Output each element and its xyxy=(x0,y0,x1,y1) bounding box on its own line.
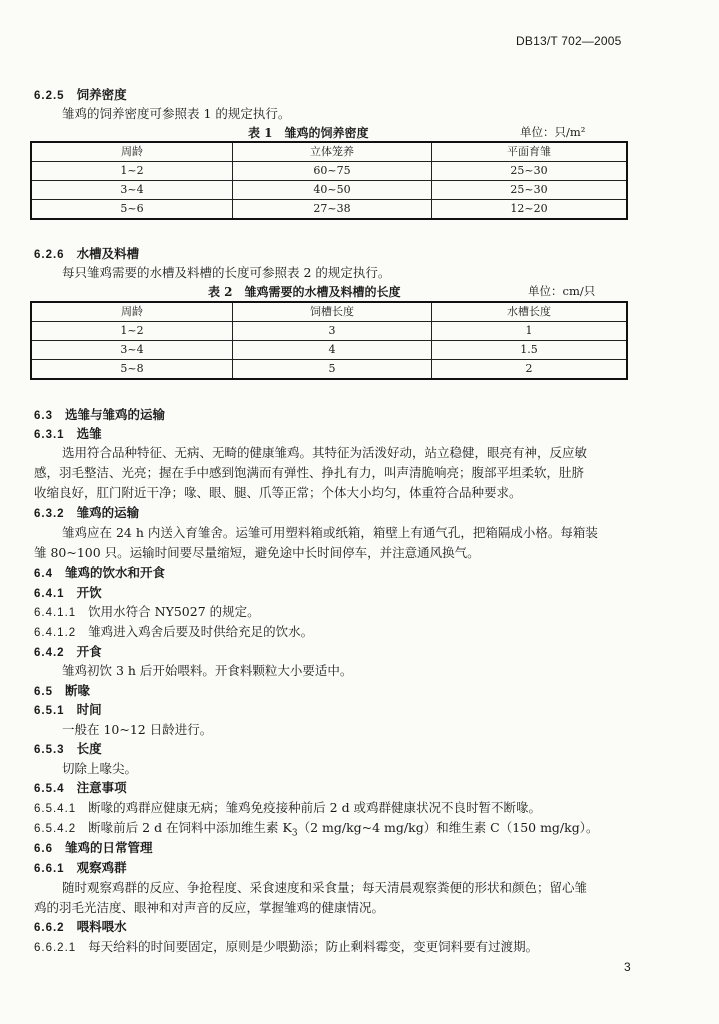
table-row xyxy=(31,162,627,181)
clause: 6.5.4.2 断喙前后 2 d 在饲料中添加维生素 $K_3(2$ mg/kg~4 mg/kg）和维生素 C（150 mg/kg）。 xyxy=(34,820,599,839)
table-cell: 27~38 xyxy=(233,200,432,220)
table-row xyxy=(31,181,627,200)
section-heading: 6.5.4 注意事项 xyxy=(34,780,127,795)
table1-unit: 单位：只/m² xyxy=(520,125,586,139)
document-code: DB13/T 702—2005 xyxy=(516,34,622,48)
table-cell: 3~4 xyxy=(31,181,233,200)
section-heading: 6.2.6 水槽及料槽 xyxy=(34,246,140,261)
table-header-row xyxy=(31,302,627,322)
section-heading: 6.3 选雏与雏鸡的运输 xyxy=(34,407,166,422)
clause: 6.4.1.2 雏鸡进入鸡舍后要及时供给充足的饮水。 xyxy=(34,624,314,639)
paragraph: 每只雏鸡需要的水槽及料槽的长度可参照表 2 的规定执行。 xyxy=(62,265,391,280)
clause: 6.5.4.1 断喙的鸡群应健康无病；雏鸡免疫接种前后 2 d 或鸡群健康状况不良时暂不断喙。 xyxy=(34,800,542,815)
table2-unit: 单位：cm/只 xyxy=(528,284,596,298)
section-heading: 6.6.2 喂料喂水 xyxy=(34,919,127,934)
table-cell: 25~30 xyxy=(432,181,628,200)
table-row xyxy=(31,360,627,380)
paragraph-line: 雏 80~100 只。运输时间要尽量缩短，避免途中长时间停车，并注意通风换气。 xyxy=(34,545,480,560)
table-header-cell: 饲槽长度 xyxy=(233,302,432,322)
paragraph-line: 收缩良好，肛门附近干净；喙、眼、腿、爪等正常；个体大小均匀，体重符合品种要求。 xyxy=(34,485,522,500)
paragraph-line: 感，羽毛整洁、光亮；握在手中感到饱满而有弹性、挣扎有力，叫声清脆响亮；腹部平坦柔软，肚脐 xyxy=(34,465,585,480)
table-cell: 5~8 xyxy=(31,360,233,380)
table2 xyxy=(30,301,628,380)
table-cell: 1~2 xyxy=(31,322,233,341)
section-heading: 6.5 断喙 xyxy=(34,683,91,698)
table-header-row xyxy=(31,142,627,162)
section-heading: 6.4 雏鸡的饮水和开食 xyxy=(34,565,166,580)
table-header-cell: 立体笼养 xyxy=(233,142,432,162)
table-header-cell: 平面育雏 xyxy=(432,142,628,162)
table-cell: 1 xyxy=(432,322,628,341)
table2-caption: 表 2 雏鸡需要的水槽及料槽的长度 xyxy=(208,285,401,299)
table1 xyxy=(30,141,628,220)
table-cell: 40~50 xyxy=(233,181,432,200)
table-cell: 5 xyxy=(233,360,432,380)
clause: 6.6.2.1 每天给料的时间要固定，原则是少喂勤添；防止剩料霉变，变更饲料要有过渡期。 xyxy=(34,939,539,954)
section-heading: 6.4.2 开食 xyxy=(34,644,102,659)
section-heading: 6.3.1 选雏 xyxy=(34,426,102,441)
table-cell: 2 xyxy=(432,360,628,380)
page-number: 3 xyxy=(624,960,631,974)
table-row xyxy=(31,341,627,360)
table-header-cell: 周龄 xyxy=(31,302,233,322)
table-cell: 25~30 xyxy=(432,162,628,181)
section-heading: 6.6.1 观察鸡群 xyxy=(34,860,127,875)
paragraph: 雏鸡的饲养密度可参照表 1 的规定执行。 xyxy=(62,106,291,121)
section-heading: 6.2.5 饲养密度 xyxy=(34,87,127,102)
table-cell: 1.5 xyxy=(432,341,628,360)
table-cell: 4 xyxy=(233,341,432,360)
table-cell: 3~4 xyxy=(31,341,233,360)
paragraph-line: 选用符合品种特征、无病、无畸的健康雏鸡。其特征为活泼好动，站立稳健，眼亮有神，反应敏 xyxy=(62,445,588,460)
section-heading: 6.5.3 长度 xyxy=(34,741,102,756)
paragraph: 一般在 10~12 日龄进行。 xyxy=(62,722,213,737)
table-row xyxy=(31,200,627,220)
paragraph: 切除上喙尖。 xyxy=(62,761,138,776)
table-cell: 3 xyxy=(233,322,432,341)
table-cell: 1~2 xyxy=(31,162,233,181)
paragraph-line: 随时观察鸡群的反应、争抢程度、采食速度和采食量；每天清晨观察粪便的形状和颜色；留心雏 xyxy=(62,880,588,895)
table-header-cell: 周龄 xyxy=(31,142,233,162)
table1-caption: 表 1 雏鸡的饲养密度 xyxy=(248,126,369,140)
table-cell: 5~6 xyxy=(31,200,233,220)
table-cell: 12~20 xyxy=(432,200,628,220)
section-heading: 6.6 雏鸡的日常管理 xyxy=(34,840,153,855)
clause: 6.4.1.1 饮用水符合 NY5027 的规定。 xyxy=(34,604,260,619)
section-heading: 6.5.1 时间 xyxy=(34,702,102,717)
table-header-cell: 水槽长度 xyxy=(432,302,628,322)
section-heading: 6.3.2 雏鸡的运输 xyxy=(34,505,140,520)
table-cell: 60~75 xyxy=(233,162,432,181)
paragraph-line: 雏鸡应在 24 h 内送入育雏舍。运雏可用塑料箱或纸箱，箱壁上有通气孔，把箱隔成小格。每箱装 xyxy=(62,525,598,540)
paragraph: 雏鸡初饮 3 h 后开始喂料。开食料颗粒大小要适中。 xyxy=(62,663,353,678)
section-heading: 6.4.1 开饮 xyxy=(34,585,102,600)
table-row xyxy=(31,322,627,341)
paragraph-line: 鸡的羽毛光洁度、眼神和对声音的反应，掌握雏鸡的健康情况。 xyxy=(34,900,385,915)
